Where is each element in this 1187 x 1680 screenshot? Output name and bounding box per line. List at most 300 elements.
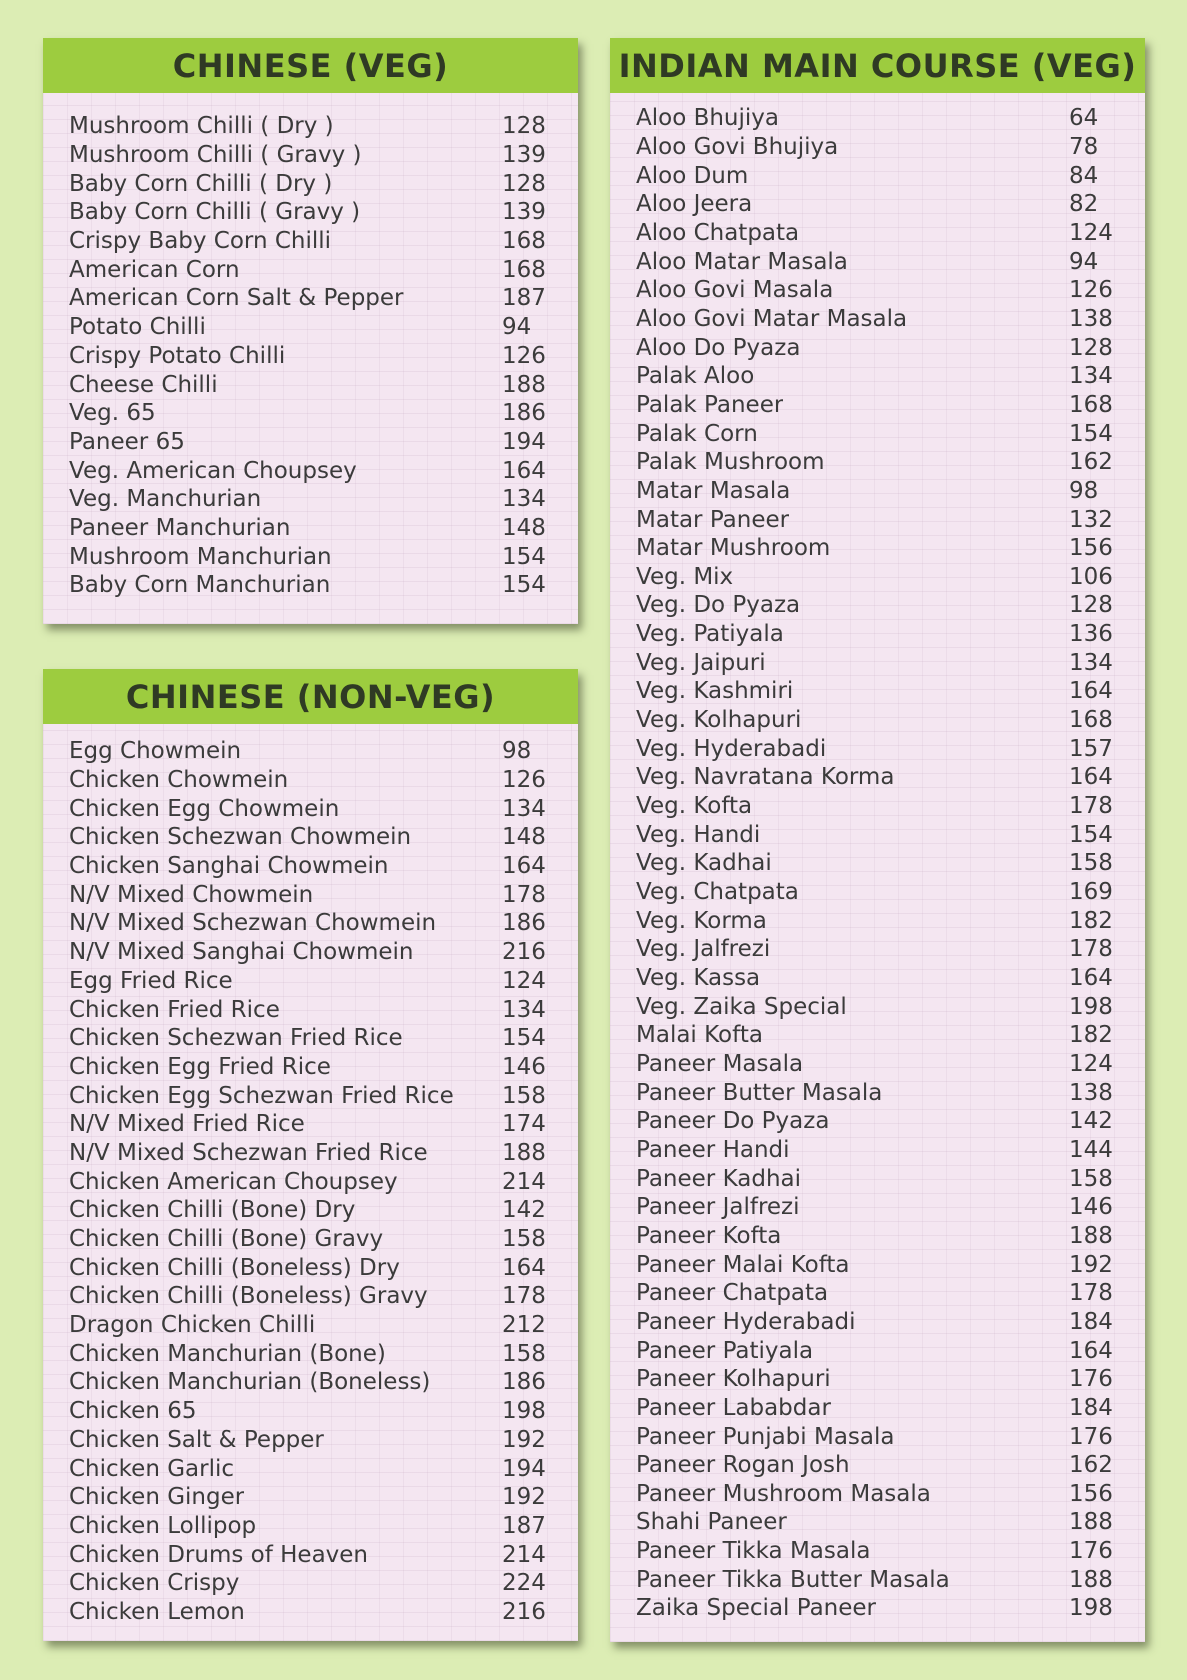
menu-item-name: Paneer Lababdar (636, 1394, 831, 1421)
menu-item-name: Aloo Dum (636, 162, 749, 189)
menu-item-price: 192 (1069, 1251, 1113, 1278)
menu-item-name: Paneer Manchurian (69, 514, 291, 541)
menu-item-price: 168 (1069, 707, 1113, 734)
menu-item-price: 192 (502, 1426, 546, 1453)
menu-item-price: 186 (502, 400, 546, 427)
menu-item-name: Veg. Kassa (636, 965, 761, 992)
menu-item-price: 162 (1069, 449, 1113, 476)
menu-item-price: 186 (502, 910, 546, 937)
menu-item-price: 162 (1069, 1452, 1113, 1479)
chinese-nonveg-panel (43, 669, 578, 1641)
menu-item-price: 134 (1069, 363, 1113, 390)
menu-item-price: 126 (1069, 277, 1113, 304)
menu-item-name: Chicken 65 (69, 1398, 197, 1425)
menu-item (69, 737, 542, 766)
menu-item-price: 154 (1069, 420, 1113, 447)
menu-item-name: Veg. Korma (636, 907, 767, 934)
menu-list (636, 104, 1113, 1623)
menu-item (636, 648, 1113, 677)
menu-item (636, 104, 1109, 133)
menu-item-name: Paneer Tikka Masala (636, 1538, 871, 1565)
menu-item-price: 146 (502, 1053, 546, 1080)
menu-item-price: 164 (502, 457, 546, 484)
menu-item (636, 448, 1113, 477)
menu-item (636, 419, 1113, 448)
menu-item-price: 164 (1069, 678, 1113, 705)
menu-item-name: Chicken Fried Rice (69, 996, 280, 1023)
menu-item-name: Veg. Navratana Korma (636, 764, 895, 791)
menu-item (636, 1279, 1113, 1308)
menu-item-name: Chicken Egg Fried Rice (69, 1053, 331, 1080)
menu-list (69, 112, 546, 600)
menu-item-name: Veg. Hyderabadi (636, 735, 827, 762)
menu-item-price: 156 (1069, 1480, 1113, 1507)
menu-item (636, 1250, 1113, 1279)
menu-item-price: 134 (1069, 649, 1113, 676)
menu-item (636, 964, 1113, 993)
menu-item (636, 706, 1113, 735)
menu-item-name: Baby Corn Manchurian (69, 572, 331, 599)
menu-item-name: Cheese Chilli (69, 371, 218, 398)
menu-item (636, 1336, 1113, 1365)
menu-item-name: Mushroom Manchurian (69, 543, 332, 570)
menu-item-name: Paneer Masala (636, 1050, 804, 1077)
menu-item-price: 187 (502, 285, 546, 312)
menu-item-name: Veg. Handi (636, 821, 761, 848)
menu-item (636, 1193, 1113, 1222)
menu-item-name: Chicken Egg Schezwan Fried Rice (69, 1082, 454, 1109)
menu-item (69, 1598, 546, 1627)
menu-item-price: 176 (1069, 1423, 1113, 1450)
menu-item-price: 164 (1069, 1337, 1113, 1364)
menu-item (636, 1222, 1113, 1251)
menu-item-price: 192 (502, 1484, 546, 1511)
menu-item (69, 1167, 546, 1196)
menu-item (69, 1426, 546, 1455)
menu-item (69, 141, 546, 170)
menu-item (636, 677, 1113, 706)
menu-item (636, 219, 1113, 248)
menu-item-name: N/V Mixed Chowmein (69, 881, 314, 908)
menu-item-price: 139 (502, 199, 546, 226)
menu-item-price: 158 (502, 1082, 546, 1109)
menu-item-name: Palak Corn (636, 420, 758, 447)
menu-item (69, 1483, 546, 1512)
menu-item-price: 156 (1069, 535, 1113, 562)
menu-item-price: 182 (1069, 1022, 1113, 1049)
menu-item (636, 477, 1109, 506)
menu-item-price: 164 (502, 853, 546, 880)
menu-item (636, 1451, 1113, 1480)
section-title: INDIAN MAIN COURSE (VEG) (610, 38, 1145, 93)
menu-item (636, 161, 1109, 190)
menu-item (636, 849, 1113, 878)
menu-item-price: 134 (502, 486, 546, 513)
menu-item-name: Aloo Govi Masala (636, 277, 834, 304)
menu-item (636, 1394, 1113, 1423)
menu-item-name: Paneer Do Pyaza (636, 1108, 830, 1135)
menu-item-name: Chicken Drums of Heaven (69, 1541, 369, 1568)
menu-item-price: 148 (502, 824, 546, 851)
menu-item (69, 1512, 546, 1541)
menu-item-price: 98 (1069, 477, 1099, 504)
menu-item (636, 1565, 1113, 1594)
menu-item-price: 187 (502, 1512, 546, 1539)
menu-item-name: Chicken Chilli (Boneless) Dry (69, 1254, 400, 1281)
menu-item-price: 106 (1069, 563, 1113, 590)
section-title: CHINESE (VEG) (43, 38, 578, 93)
menu-item-price: 98 (502, 738, 532, 765)
menu-item-name: Aloo Govi Bhujiya (636, 133, 839, 160)
menu-item (69, 542, 546, 571)
menu-item (69, 880, 546, 909)
menu-item-name: Chicken Schezwan Fried Rice (69, 1025, 403, 1052)
menu-item (636, 1021, 1113, 1050)
menu-item (636, 763, 1113, 792)
menu-item (636, 1164, 1113, 1193)
menu-item (636, 1537, 1113, 1566)
menu-item (69, 1053, 546, 1082)
menu-item (69, 823, 546, 852)
menu-item-price: 94 (502, 314, 532, 341)
menu-item-price: 78 (1069, 133, 1099, 160)
menu-item-price: 128 (1069, 592, 1113, 619)
menu-item (69, 766, 546, 795)
chinese-veg-panel (43, 38, 578, 624)
menu-item-price: 216 (502, 1598, 546, 1625)
menu-item-name: Paneer Kadhai (636, 1165, 802, 1192)
menu-item-price: 124 (1069, 1050, 1113, 1077)
menu-item (636, 734, 1113, 763)
menu-item-price: 158 (1069, 850, 1113, 877)
menu-item (69, 198, 546, 227)
menu-item (636, 620, 1113, 649)
menu-item (69, 169, 546, 198)
menu-item (69, 112, 546, 141)
menu-item-name: Chicken Manchurian (Boneless) (69, 1369, 431, 1396)
menu-item (636, 534, 1113, 563)
menu-item-name: Chicken Chilli (Bone) Dry (69, 1197, 356, 1224)
menu-item-price: 168 (1069, 391, 1113, 418)
menu-item (69, 1139, 546, 1168)
menu-item (636, 133, 1109, 162)
section-title: CHINESE (NON-VEG) (43, 669, 578, 724)
menu-item-name: Baby Corn Chilli ( Dry ) (69, 170, 333, 197)
menu-item-name: Palak Mushroom (636, 449, 825, 476)
menu-item-name: Veg. Kofta (636, 793, 753, 820)
menu-item-price: 126 (502, 342, 546, 369)
menu-item-price: 136 (1069, 621, 1113, 648)
menu-item-price: 178 (1069, 936, 1113, 963)
menu-item-name: Chicken Lemon (69, 1598, 245, 1625)
menu-item-price: 64 (1069, 105, 1099, 132)
menu-item (636, 247, 1109, 276)
menu-item-name: Veg. Jaipuri (636, 649, 766, 676)
menu-item-price: 176 (1069, 1366, 1113, 1393)
menu-item-name: Malai Kofta (636, 1022, 763, 1049)
menu-item-name: Paneer Tikka Butter Masala (636, 1566, 950, 1593)
menu-item-price: 82 (1069, 191, 1099, 218)
menu-item-name: Veg. 65 (69, 400, 156, 427)
menu-item-name: Paneer Patiyala (636, 1337, 814, 1364)
menu-item-price: 128 (1069, 334, 1113, 361)
menu-item-name: Paneer Handi (636, 1136, 790, 1163)
menu-item-name: Paneer 65 (69, 428, 185, 455)
menu-item (69, 456, 546, 485)
menu-item-price: 126 (502, 767, 546, 794)
menu-item-name: Paneer Mushroom Masala (636, 1480, 931, 1507)
menu-item-price: 194 (502, 428, 546, 455)
menu-item (69, 995, 546, 1024)
menu-item-name: Veg. Mix (636, 563, 734, 590)
menu-item-name: American Corn (69, 256, 240, 283)
menu-item (636, 1078, 1113, 1107)
menu-item-price: 154 (502, 572, 546, 599)
menu-item-price: 198 (1069, 993, 1113, 1020)
menu-item (69, 370, 546, 399)
menu-item-name: Aloo Jeera (636, 191, 753, 218)
menu-item-price: 84 (1069, 162, 1099, 189)
menu-item (69, 571, 546, 600)
menu-item-price: 178 (1069, 1280, 1113, 1307)
menu-item (69, 399, 546, 428)
menu-item-name: Matar Paneer (636, 506, 790, 533)
menu-item (636, 792, 1113, 821)
menu-item-name: Mushroom Chilli ( Dry ) (69, 113, 334, 140)
menu-item (69, 938, 546, 967)
menu-item-price: 178 (502, 1283, 546, 1310)
menu-list (69, 737, 546, 1626)
menu-item-price: 169 (1069, 879, 1113, 906)
menu-item-price: 138 (1069, 1079, 1113, 1106)
menu-item-name: Chicken Crispy (69, 1570, 240, 1597)
menu-item (636, 391, 1113, 420)
menu-item-price: 188 (1069, 1222, 1113, 1249)
menu-item-price: 154 (502, 543, 546, 570)
menu-item (636, 190, 1109, 219)
menu-item-price: 164 (502, 1254, 546, 1281)
menu-item (636, 505, 1113, 534)
menu-item (636, 935, 1113, 964)
menu-item-name: Veg. Kolhapuri (636, 707, 802, 734)
menu-item (69, 227, 546, 256)
menu-item-price: 157 (1069, 735, 1113, 762)
menu-item-price: 128 (502, 170, 546, 197)
menu-item (69, 1368, 546, 1397)
menu-item-name: Chicken American Choupsey (69, 1168, 398, 1195)
menu-item-price: 212 (502, 1312, 546, 1339)
menu-item-price: 158 (502, 1226, 546, 1253)
menu-item (69, 1024, 546, 1053)
menu-item-price: 224 (502, 1570, 546, 1597)
menu-item-price: 139 (502, 142, 546, 169)
menu-item-price: 188 (502, 1139, 546, 1166)
menu-item-name: Paneer Malai Kofta (636, 1251, 850, 1278)
menu-item (69, 1397, 546, 1426)
menu-item-price: 188 (1069, 1566, 1113, 1593)
menu-item (69, 967, 546, 996)
indian-main-course-veg-panel (610, 38, 1145, 1642)
menu-item (69, 313, 542, 342)
menu-item (69, 1196, 546, 1225)
menu-item-price: 144 (1069, 1136, 1113, 1163)
menu-item (636, 820, 1113, 849)
menu-item (636, 362, 1113, 391)
menu-item (636, 1594, 1113, 1623)
menu-item (69, 255, 546, 284)
menu-item-name: Aloo Do Pyaza (636, 334, 801, 361)
menu-item-price: 214 (502, 1541, 546, 1568)
menu-item-name: Baby Corn Chilli ( Gravy ) (69, 199, 361, 226)
menu-item-name: Matar Masala (636, 477, 791, 504)
menu-item-name: Veg. Zaika Special (636, 993, 847, 1020)
menu-item (636, 878, 1113, 907)
menu-item-price: 124 (502, 967, 546, 994)
menu-item-name: Paneer Rogan Josh (636, 1452, 850, 1479)
menu-item (636, 333, 1113, 362)
menu-item-name: Crispy Baby Corn Chilli (69, 228, 332, 255)
menu-item-name: Chicken Salt & Pepper (69, 1426, 324, 1453)
menu-item-price: 176 (1069, 1538, 1113, 1565)
menu-item-price: 138 (1069, 305, 1113, 332)
menu-item-price: 184 (1069, 1394, 1113, 1421)
menu-item-name: Zaika Special Paneer (636, 1595, 877, 1622)
menu-item (69, 1081, 546, 1110)
menu-item-name: Chicken Manchurian (Bone) (69, 1340, 386, 1367)
menu-item (69, 1540, 546, 1569)
menu-item-price: 158 (1069, 1165, 1113, 1192)
menu-item (636, 591, 1113, 620)
menu-item-price: 164 (1069, 965, 1113, 992)
menu-item-price: 154 (1069, 821, 1113, 848)
menu-item-name: Chicken Lollipop (69, 1512, 257, 1539)
menu-item-name: Egg Fried Rice (69, 967, 233, 994)
menu-item-name: N/V Mixed Sanghai Chowmein (69, 939, 414, 966)
menu-item-name: Chicken Schezwan Chowmein (69, 824, 412, 851)
menu-item-price: 142 (502, 1197, 546, 1224)
menu-item-price: 94 (1069, 248, 1099, 275)
menu-item (636, 906, 1113, 935)
menu-item (69, 1454, 546, 1483)
menu-item-name: Aloo Govi Matar Masala (636, 305, 908, 332)
menu-item (636, 1508, 1113, 1537)
menu-item-name: Veg. American Choupsey (69, 457, 357, 484)
menu-item (69, 485, 546, 514)
menu-item-price: 164 (1069, 764, 1113, 791)
menu-item-name: Chicken Chilli (Bone) Gravy (69, 1226, 384, 1253)
menu-item-price: 186 (502, 1369, 546, 1396)
menu-item-name: Veg. Do Pyaza (636, 592, 801, 619)
menu-item-name: Palak Aloo (636, 363, 755, 390)
menu-item (69, 794, 546, 823)
menu-item-price: 198 (502, 1398, 546, 1425)
menu-item (636, 1308, 1113, 1337)
menu-item-price: 182 (1069, 907, 1113, 934)
menu-item-name: Paneer Hyderabadi (636, 1308, 856, 1335)
menu-item-name: Paneer Kolhapuri (636, 1366, 831, 1393)
menu-item (636, 1365, 1113, 1394)
menu-item-name: Egg Chowmein (69, 738, 242, 765)
menu-item-price: 134 (502, 795, 546, 822)
menu-item-name: Veg. Kadhai (636, 850, 772, 877)
menu-item-price: 168 (502, 228, 546, 255)
menu-item (69, 909, 546, 938)
menu-item (636, 1136, 1113, 1165)
menu-item (69, 1110, 546, 1139)
menu-item-price: 124 (1069, 219, 1113, 246)
menu-item-name: Veg. Patiyala (636, 621, 784, 648)
menu-item-name: Chicken Sanghai Chowmein (69, 853, 389, 880)
menu-item-name: Veg. Manchurian (69, 486, 262, 513)
menu-item-name: Matar Mushroom (636, 535, 831, 562)
menu-item-price: 134 (502, 996, 546, 1023)
menu-item-price: 128 (502, 113, 546, 140)
menu-item (636, 1422, 1113, 1451)
menu-item-name: Veg. Kashmiri (636, 678, 794, 705)
menu-item-price: 188 (502, 371, 546, 398)
menu-item-name: Paneer Butter Masala (636, 1079, 883, 1106)
menu-item (636, 305, 1113, 334)
menu-item-price: 158 (502, 1340, 546, 1367)
menu-item (69, 1311, 546, 1340)
menu-item (69, 342, 546, 371)
menu-item-price: 146 (1069, 1194, 1113, 1221)
menu-item-name: Palak Paneer (636, 391, 784, 418)
menu-item-name: Chicken Garlic (69, 1455, 235, 1482)
menu-item (69, 852, 546, 881)
menu-item-price: 178 (502, 881, 546, 908)
menu-item-name: Paneer Chatpata (636, 1280, 829, 1307)
menu-item-name: Aloo Chatpata (636, 219, 800, 246)
menu-item-price: 214 (502, 1168, 546, 1195)
menu-item-name: American Corn Salt & Pepper (69, 285, 404, 312)
menu-item (69, 1282, 546, 1311)
menu-item-name: Chicken Chilli (Boneless) Gravy (69, 1283, 428, 1310)
menu-item (69, 1339, 546, 1368)
menu-item-name: Crispy Potato Chilli (69, 342, 286, 369)
menu-item (69, 1569, 546, 1598)
menu-item-name: Shahi Paneer (636, 1509, 787, 1536)
menu-item (636, 1107, 1113, 1136)
menu-item-price: 184 (1069, 1308, 1113, 1335)
menu-item-name: Paneer Punjabi Masala (636, 1423, 895, 1450)
menu-item-name: Veg. Jalfrezi (636, 936, 771, 963)
menu-item-name: N/V Mixed Schezwan Chowmein (69, 910, 437, 937)
menu-item (636, 1050, 1113, 1079)
menu-item-name: Chicken Egg Chowmein (69, 795, 340, 822)
menu-item-name: Chicken Chowmein (69, 767, 289, 794)
menu-item-name: Veg. Chatpata (636, 879, 799, 906)
menu-item (69, 1225, 546, 1254)
menu-item-price: 154 (502, 1025, 546, 1052)
menu-item-name: Paneer Kofta (636, 1222, 782, 1249)
menu-item-price: 148 (502, 514, 546, 541)
menu-item-price: 188 (1069, 1509, 1113, 1536)
menu-item-name: Paneer Jalfrezi (636, 1194, 800, 1221)
menu-item-price: 216 (502, 939, 546, 966)
menu-item (636, 563, 1113, 592)
menu-item (69, 428, 546, 457)
menu-item-price: 132 (1069, 506, 1113, 533)
menu-item (69, 514, 546, 543)
menu-item-name: Dragon Chicken Chilli (69, 1312, 316, 1339)
menu-item (69, 284, 546, 313)
menu-item-price: 198 (1069, 1595, 1113, 1622)
menu-item-price: 168 (502, 256, 546, 283)
menu-item-name: N/V Mixed Fried Rice (69, 1111, 305, 1138)
menu-item-price: 142 (1069, 1108, 1113, 1135)
menu-item-price: 194 (502, 1455, 546, 1482)
